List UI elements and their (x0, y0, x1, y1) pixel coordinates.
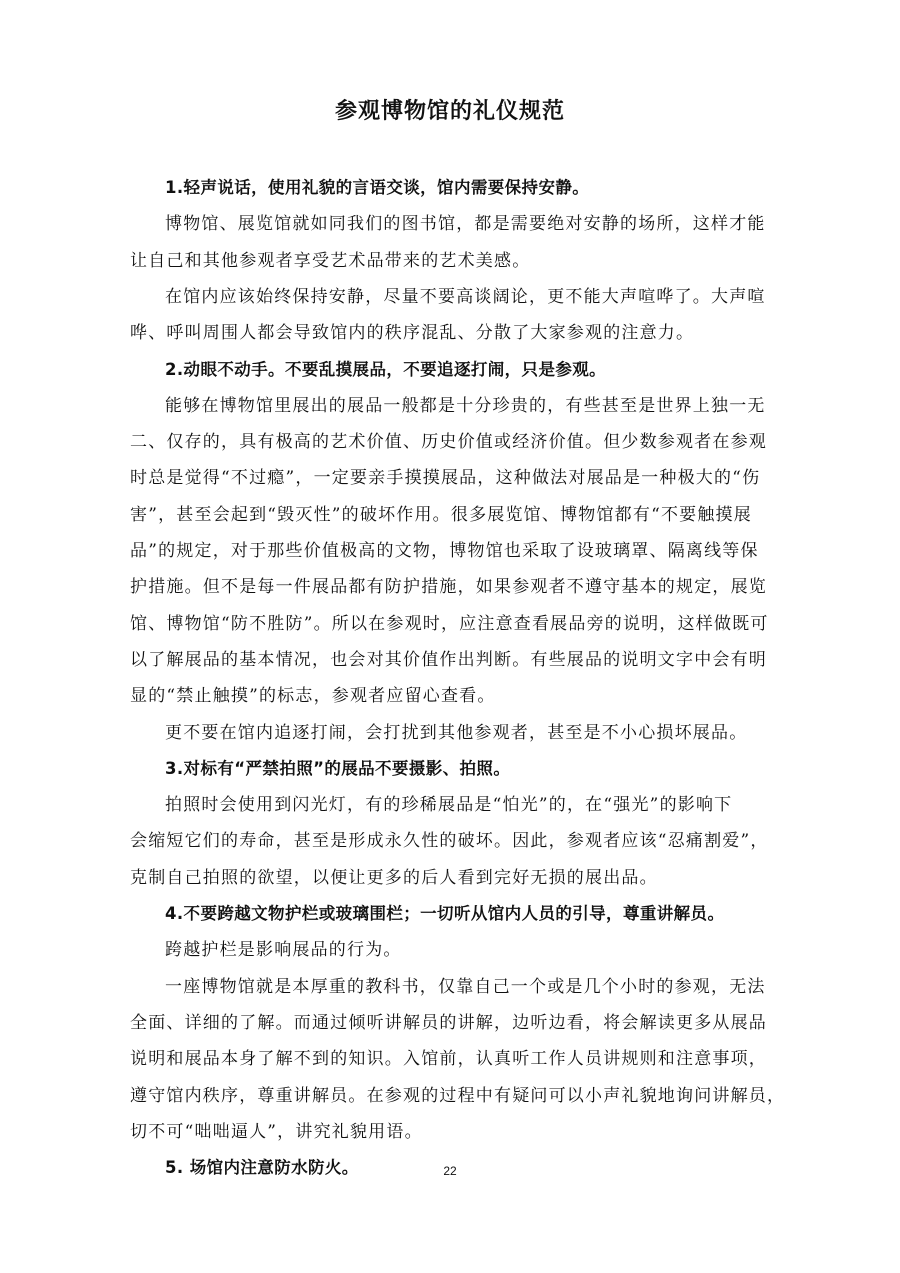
paragraph-line: 害”，甚至会起到“毁灭性”的破坏作用。很多展览馆、博物馆都有“不要触摸展 (130, 504, 752, 525)
paragraph-line: 二、仅存的，具有极高的艺术价值、历史价值或经济价值。但少数参观者在参观 (130, 432, 767, 453)
paragraph-line: 遵守馆内秩序，尊重讲解员。在参观的过程中有疑问可以小声礼貌地询问讲解员， (130, 1085, 786, 1106)
paragraph-line: 跨越护栏是影响展品的行为。 (165, 940, 402, 961)
section-heading: 1.轻声说话，使用礼貌的言语交谈，馆内需要保持安静。 (165, 178, 590, 197)
section-heading: 2.动眼不动手。不要乱摸展品，不要追逐打闹，只是参观。 (165, 359, 607, 379)
page-title: 参观博物馆的礼仪规范 (334, 99, 565, 124)
paragraph-line: 会缩短它们的寿命，甚至是形成永久性的破坏。因此，参观者应该“忍痛割爱”， (130, 831, 769, 852)
paragraph-line: 以了解展品的基本情况，也会对其价值作出判断。有些展品的说明文字中会有明 (130, 649, 767, 670)
paragraph-line: 全面、详细的了解。而通过倾听讲解员的讲解，边听边看，将会解读更多从展品 (130, 1012, 767, 1033)
paragraph-line: 一座博物馆就是本厚重的教科书，仅靠自己一个或是几个小时的参观，无法 (165, 976, 766, 997)
paragraph-line: 品”的规定，对于那些价值极高的文物，博物馆也采取了设玻璃罩、隔离线等保 (130, 541, 759, 561)
paragraph-line: 护措施。但不是每一件展品都有防护措施，如果参观者不遵守基本的规定，展览 (130, 577, 767, 598)
paragraph-line: 让自己和其他参观者享受艺术品带来的艺术美感。 (130, 250, 531, 271)
paragraph-line: 说明和展品本身了解不到的知识。入馆前，认真听工作人员讲规则和注意事项， (130, 1049, 767, 1070)
paragraph-line: 时总是觉得“不过瘾”，一定要亲手摸摸展品，这种做法对展品是一种极大的“伤 (130, 468, 761, 489)
paragraph-line: 博物馆、展览馆就如同我们的图书馆，都是需要绝对安静的场所，这样才能 (165, 214, 766, 235)
paragraph-line: 显的“禁止触摸”的标志，参观者应留心查看。 (130, 686, 496, 707)
paragraph-line: 更不要在馆内追逐打闹，会打扰到其他参观者，甚至是不小心损坏展品。 (165, 722, 748, 743)
section-heading: 4.不要跨越文物护栏或玻璃围栏；一切听从馆内人员的引导，尊重讲解员。 (165, 904, 725, 923)
section-heading: 5. 场馆内注意防水防火。 (165, 1158, 359, 1178)
page-number: 22 (443, 1164, 457, 1178)
paragraph-line: 切不可“咄咄逼人”，讲究礼貌用语。 (130, 1121, 423, 1142)
paragraph-line: 拍照时会使用到闪光灯，有的珍稀展品是“怕光”的，在“强光”的影响下 (165, 795, 733, 816)
paragraph-line: 克制自己拍照的欲望，以便让更多的后人看到完好无损的展出品。 (130, 867, 658, 888)
section-heading: 3.对标有“严禁拍照”的展品不要摄影、拍照。 (165, 758, 511, 778)
paragraph-line: 馆、博物馆“防不胜防”。所以在参观时，应注意查看展品旁的说明，这样做既可 (130, 613, 769, 634)
paragraph-line: 哗、呼叫周围人都会导致馆内的秩序混乱、分散了大家参观的注意力。 (130, 323, 695, 344)
paragraph-line: 在馆内应该始终保持安静，尽量不要高谈阔论，更不能大声喧哗了。大声喧 (165, 286, 766, 307)
paragraph-line: 能够在博物馆里展出的展品一般都是十分珍贵的，有些甚至是世界上独一无 (165, 395, 766, 416)
